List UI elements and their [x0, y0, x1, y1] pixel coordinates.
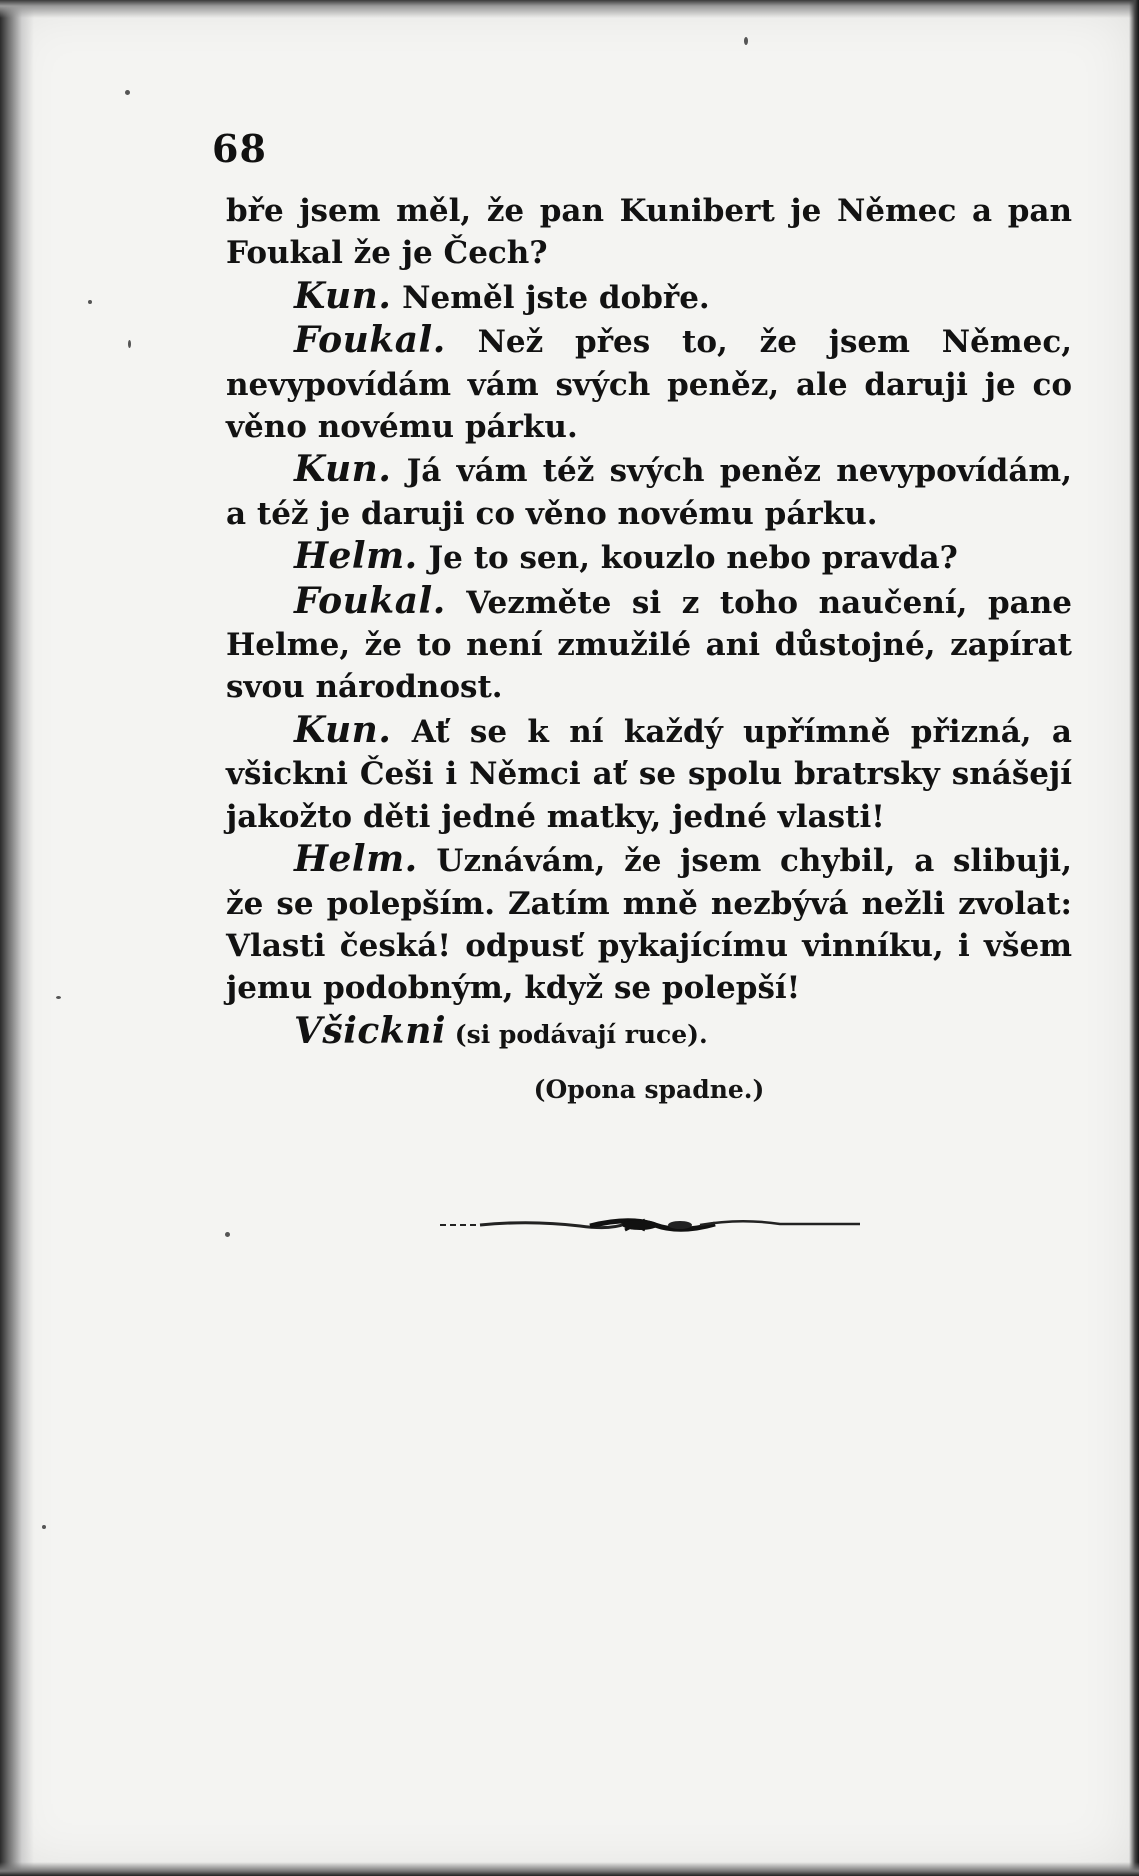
- scan-edge-bottom: [0, 1862, 1139, 1876]
- speaker-name: Kun.: [294, 448, 392, 491]
- speaker-name: Foukal.: [294, 579, 446, 622]
- dialogue-line: [226, 580, 1072, 709]
- dialogue-line: [226, 1010, 1072, 1056]
- speaker-name: Foukal.: [294, 319, 446, 362]
- dialogue-line: [226, 838, 1072, 1010]
- dialogue-line: [226, 535, 1072, 579]
- speaker-name: Kun.: [294, 274, 392, 317]
- scan-speck: [128, 340, 131, 348]
- page-number: 68: [212, 126, 267, 171]
- dialogue-line: [226, 448, 1072, 535]
- dialogue-line: [226, 319, 1072, 448]
- scan-edge-top: [0, 0, 1139, 18]
- scan-speck: [225, 1232, 230, 1237]
- line-text: Je to sen, kouzlo nebo pravda?: [417, 540, 958, 577]
- tailpiece-ornament-icon: [440, 1210, 860, 1240]
- scan-speck: [125, 90, 130, 95]
- scan-speck: [42, 1525, 46, 1529]
- scan-edge-right: [1129, 0, 1139, 1876]
- scan-edge-left: [0, 0, 34, 1876]
- line-text: Já vám též svých peněz nevypovídám, a též je daruji co věno novému párku.: [226, 453, 1072, 532]
- curtain-direction: (Opona spadne.): [533, 1075, 765, 1104]
- line-text: Ať se k ní každý upřímně přizná, a všickni Češi i Němci ať se spolu bratrsky snášejí jakožto děti jedné matky, jedné vlasti!: [226, 713, 1072, 835]
- line-text: bře jsem měl, že pan Kunibert je Němec a pan Foukal že je Čech?: [226, 193, 1072, 272]
- line-text: Neměl jste dobře.: [391, 279, 710, 316]
- scan-speck: [56, 996, 61, 999]
- stage-direction: (si podávají ruce).: [446, 1019, 708, 1049]
- scan-speck: [88, 300, 92, 304]
- scan-speck: [744, 37, 748, 45]
- speaker-name: Helm.: [294, 838, 418, 881]
- speaker-name: Kun.: [294, 708, 392, 751]
- line-text: Vezměte si z toho naučení, pane Helme, že to není zmužilé ani důstojné, zapírat svou národnost.: [226, 584, 1072, 706]
- dialogue-text: [226, 190, 1072, 1056]
- line-text: Uznávám, že jsem chybil, a slibuji, že se polepším. Zatím mně nezbývá nežli zvolat: Vlasti česká! odpusť pykajícímu vinníku, i všem jemu podobným, když se polepší!: [226, 843, 1072, 1007]
- dialogue-line: [226, 709, 1072, 838]
- dialogue-line: [226, 275, 1072, 319]
- line-text: Než přes to, že jsem Němec, nevypovídám vám svých peněz, ale daruji je co věno novému párku.: [226, 324, 1072, 446]
- speaker-name: Všickni: [294, 1009, 447, 1052]
- dialogue-line: [226, 190, 1072, 275]
- speaker-name: Helm.: [294, 535, 418, 578]
